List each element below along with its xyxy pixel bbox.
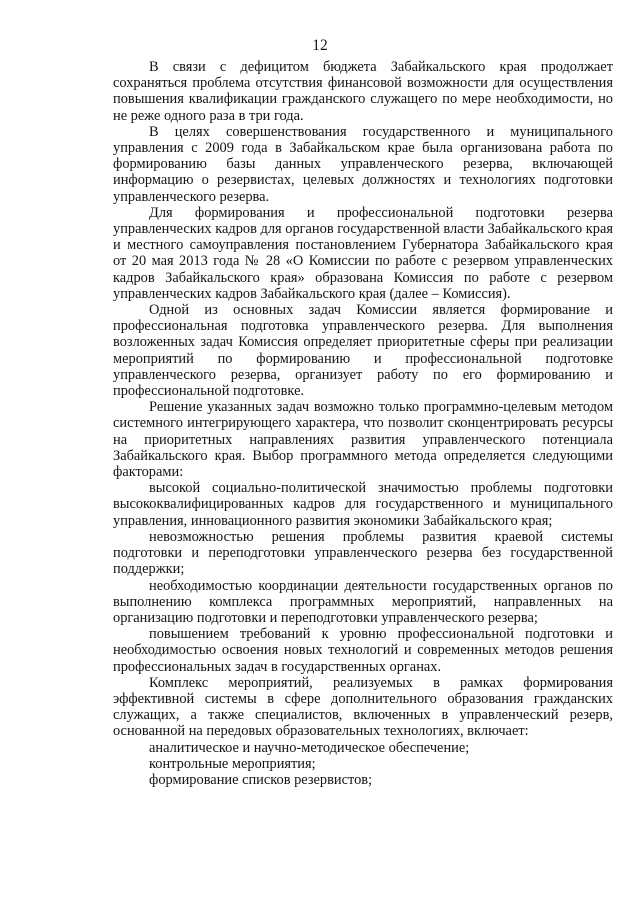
page-number: 12 — [312, 37, 328, 54]
paragraph-factor-state-support: невозможностью решения проблемы развития краевой системы подготовки и переподготовки управленческого резерва без государственной поддержки; — [113, 528, 613, 578]
paragraph-commission-tasks: Одной из основных задач Комиссии является формирование и профессиональная подготовка управленческого резерва. Для выполнения возложенных задач Комиссия определяет приоритетные сферы при реализации мероприятий по формированию и профессиональной подготовке управленческого резерва, организует работу по его формированию и профессиональной подготовке. — [113, 302, 613, 400]
paragraph-commission-established: Для формирования и профессиональной подготовки резерва управленческих кадров для органов государственной власти Забайкальского края и местного самоуправления постановлением Губернатора Забайкальского края от 20 мая 2013 года № 28 «О Комиссии по работе с резервом управленческих кадров Забайкальского края» образована Комиссия по работе с резервом управленческих кадров Забайкальского края (далее – Комиссия). — [113, 204, 613, 302]
list-item-reservist-lists: формирование списков резервистов; — [149, 771, 373, 788]
paragraph-reserve-database: В целях совершенствования государственного и муниципального управления с 2009 года в Забайкальском крае была организована работа по формированию базы данных управленческого резерва, включающей информацию о резервистах, целевых должностях и технологиях подготовки управленческого резерва. — [113, 123, 613, 205]
paragraph-activities-complex: Комплекс мероприятий, реализуемых в рамках формирования эффективной системы в сфере дополнительного образования гражданских служащих, а также специалистов, включенных в управленческий резерв, основанной на передовых образовательных технологиях, включает: — [113, 674, 613, 740]
paragraph-program-method: Решение указанных задач возможно только программно-целевым методом системного интегрирующего характера, что позволит сконцентрировать ресурсы на приоритетных направлениях развития управленческого потенциала Забайкальского края. Выбор программного метода определяется следующими факторами: — [113, 399, 613, 481]
list-item-control-measures: контрольные мероприятия; — [149, 755, 316, 772]
document-body — [113, 59, 613, 788]
paragraph-factor-significance: высокой социально-политической значимостью проблемы подготовки высококвалифицированных кадров для государственного и муниципального управления, инновационного развития экономики Забайкальского края; — [113, 480, 613, 529]
paragraph-factor-coordination: необходимостью координации деятельности государственных органов по выполнению комплекса программных мероприятий, направленных на организацию подготовки и переподготовки управленческого резерва; — [113, 577, 613, 626]
paragraph-factor-requirements: повышением требований к уровню профессиональной подготовки и необходимостью освоения новых технологий и современных методов решения профессиональных задач в государственных органах. — [113, 626, 613, 675]
list-item-analytical-support: аналитическое и научно-методическое обеспечение; — [149, 739, 470, 756]
paragraph-budget-deficit: В связи с дефицитом бюджета Забайкальского края продолжает сохраняться проблема отсутствия финансовой возможности для осуществления повышения квалификации гражданского служащего по мере необходимости, но не реже одного раза в три года. — [113, 59, 613, 124]
